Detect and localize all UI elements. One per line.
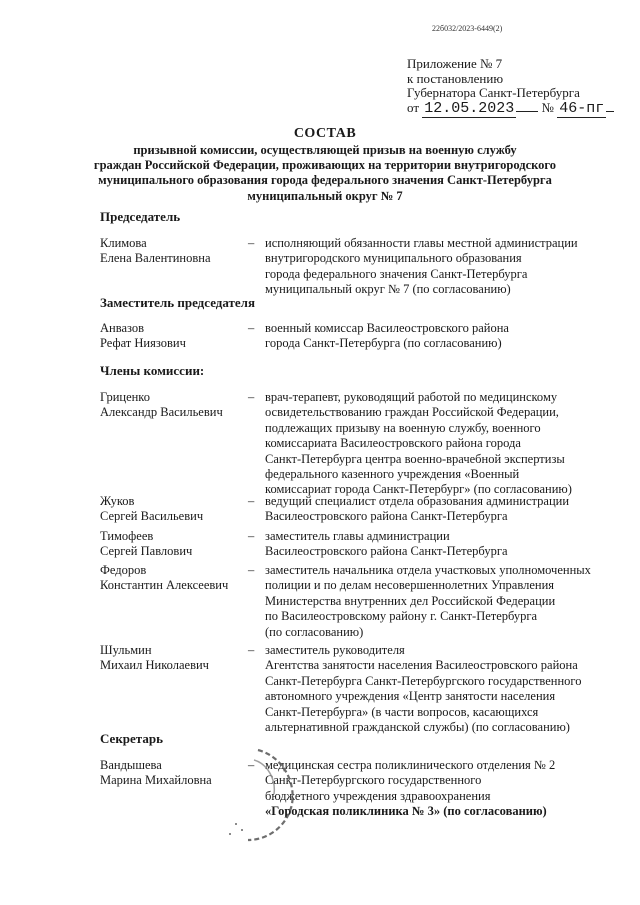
given-names: Сергей Васильевич (100, 509, 204, 524)
role-line: ведущий специалист отдела образования администрации (265, 494, 570, 508)
role-line: Санкт-Петербургского государственного (265, 773, 482, 788)
member-role (265, 236, 610, 298)
appendix-line-2: к постановлению (407, 70, 504, 86)
member-name (100, 643, 248, 735)
title-subline-3: муниципального образования города федерального значения Санкт-Петербурга (98, 173, 552, 188)
given-names: Марина Михайловна (100, 773, 212, 788)
role-line: «Городская поликлиника № 3» (по согласованию) (265, 804, 547, 819)
member-role (265, 321, 610, 352)
section-members: Члены комиссии: (100, 363, 205, 378)
seal-dot (229, 833, 231, 835)
dash: – (248, 236, 255, 250)
role-line: Василеостровского района Санкт-Петербурга (265, 509, 508, 524)
decree-date: 12.05.2023 (424, 99, 515, 117)
member-fedorov (100, 563, 610, 640)
given-names: Рефат Ниязович (100, 336, 186, 351)
member-timofeev (100, 529, 610, 560)
role-line: федерального казенного учреждения «Военный (265, 467, 520, 482)
role-line: Василеостровского района Санкт-Петербурга (265, 544, 508, 559)
member-name (100, 563, 248, 640)
member-name (100, 390, 248, 498)
role-line: комиссариата Василеостровского района города (265, 436, 521, 451)
given-names: Александр Васильевич (100, 405, 223, 420)
role-line: Санкт-Петербурга» (в части вопросов, касающихся (265, 704, 539, 719)
member-role (265, 643, 610, 735)
role-line: автономного учреждения «Центр занятости населения (265, 689, 556, 704)
role-line: Санкт-Петербурга центра военно-врачебной экспертизы (265, 451, 565, 466)
role-line: по Василеостровскому району г. Санкт-Петербурга (265, 609, 538, 624)
surname: Климова (100, 236, 147, 250)
role-line: врач-терапевт, руководящий работой по медицинскому (265, 390, 558, 404)
role-line: муниципальный округ № 7 (по согласованию) (265, 282, 511, 297)
surname: Гриценко (100, 390, 150, 404)
date-underline (516, 111, 538, 112)
member-vandysheva (100, 758, 610, 820)
role-line: заместитель начальника отдела участковых уполномоченных (265, 563, 591, 577)
role-line: альтернативной гражданской службы) (по согласованию) (265, 720, 570, 735)
document-id: 22б032/2023-6449(2) (432, 24, 503, 33)
surname: Тимофеев (100, 529, 154, 543)
role-line: Агентства занятости населения Василеостровского района (265, 658, 578, 673)
appendix-line-1: Приложение № 7 (407, 56, 503, 71)
role-line: заместитель руководителя (265, 643, 405, 657)
dash: – (248, 643, 255, 657)
section-deputy: Заместитель председателя (100, 295, 256, 310)
dash: – (248, 321, 255, 335)
member-role (265, 563, 610, 640)
role-line: (по согласованию) (265, 624, 364, 639)
role-line: полиции и по делам несовершеннолетних Управления (265, 578, 555, 593)
member-role (265, 529, 610, 560)
member-role (265, 390, 610, 498)
role-line: исполняющий обязанности главы местной администрации (265, 236, 578, 250)
role-line: Санкт-Петербурга Санкт-Петербургского государственного (265, 673, 582, 688)
given-names: Елена Валентиновна (100, 251, 211, 266)
title-subline-2: граждан Российской Федерации, проживающих на территории внутригородского (93, 158, 557, 173)
role-line: города федерального значения Санкт-Петербурга (265, 266, 528, 281)
dash: – (248, 494, 255, 508)
member-zhukov (100, 494, 610, 525)
number-label: № (541, 99, 554, 115)
role-line: комиссариат города Санкт-Петербург» (по согласованию) (265, 482, 572, 497)
appendix-line-3: Губернатора Санкт-Петербурга (407, 85, 580, 100)
role-line: заместитель главы администрации (265, 529, 450, 543)
member-name (100, 529, 248, 560)
section-secretary: Секретарь (100, 731, 163, 746)
member-shulmin (100, 643, 610, 735)
member-role (265, 758, 610, 820)
section-chair: Председатель (100, 209, 181, 224)
given-names: Михаил Николаевич (100, 658, 209, 673)
surname: Анвазов (100, 321, 145, 335)
appendix-block (407, 57, 614, 116)
surname: Федоров (100, 563, 147, 577)
from-label: от (407, 99, 420, 115)
seal-dot (235, 823, 237, 825)
dash: – (248, 563, 255, 577)
given-names: Константин Алексеевич (100, 578, 229, 593)
dash: – (248, 390, 255, 404)
title-block (80, 126, 570, 204)
member-name (100, 758, 248, 820)
dash: – (248, 529, 255, 543)
role-line: города Санкт-Петербурга (по согласованию) (265, 336, 502, 351)
member-anvazov (100, 321, 610, 352)
role-line: внутригородского муниципального образования (265, 251, 522, 266)
surname: Жуков (100, 494, 135, 508)
role-line: медицинская сестра поликлинического отделения № 2 (265, 758, 556, 772)
member-gritsenko (100, 390, 610, 498)
role-line: освидетельствованию граждан Российской Федерации, (265, 405, 559, 420)
role-line: бюджетного учреждения здравоохранения (265, 788, 491, 803)
document-title: СОСТАВ (293, 126, 357, 141)
role-line: военный комиссар Василеостровского района (265, 321, 509, 335)
surname: Вандышева (100, 758, 162, 772)
given-names: Сергей Павлович (100, 544, 193, 559)
member-name (100, 236, 248, 298)
title-subline-4: муниципальный округ № 7 (247, 188, 403, 203)
surname: Шульмин (100, 643, 152, 657)
seal-dot (241, 829, 243, 831)
member-name (100, 494, 248, 525)
member-role (265, 494, 610, 525)
member-name (100, 321, 248, 352)
dash: – (248, 758, 255, 772)
role-line: Министерства внутренних дел Российской Федерации (265, 593, 556, 608)
number-underline (606, 111, 614, 112)
title-subline-1: призывной комиссии, осуществляющей призыв на военную службу (133, 143, 517, 157)
appendix-date-number-line (407, 101, 614, 117)
decree-number: 46-пг (559, 99, 605, 117)
member-klimova (100, 236, 610, 298)
role-line: подлежащих призыву на военную службу, военного (265, 420, 541, 435)
